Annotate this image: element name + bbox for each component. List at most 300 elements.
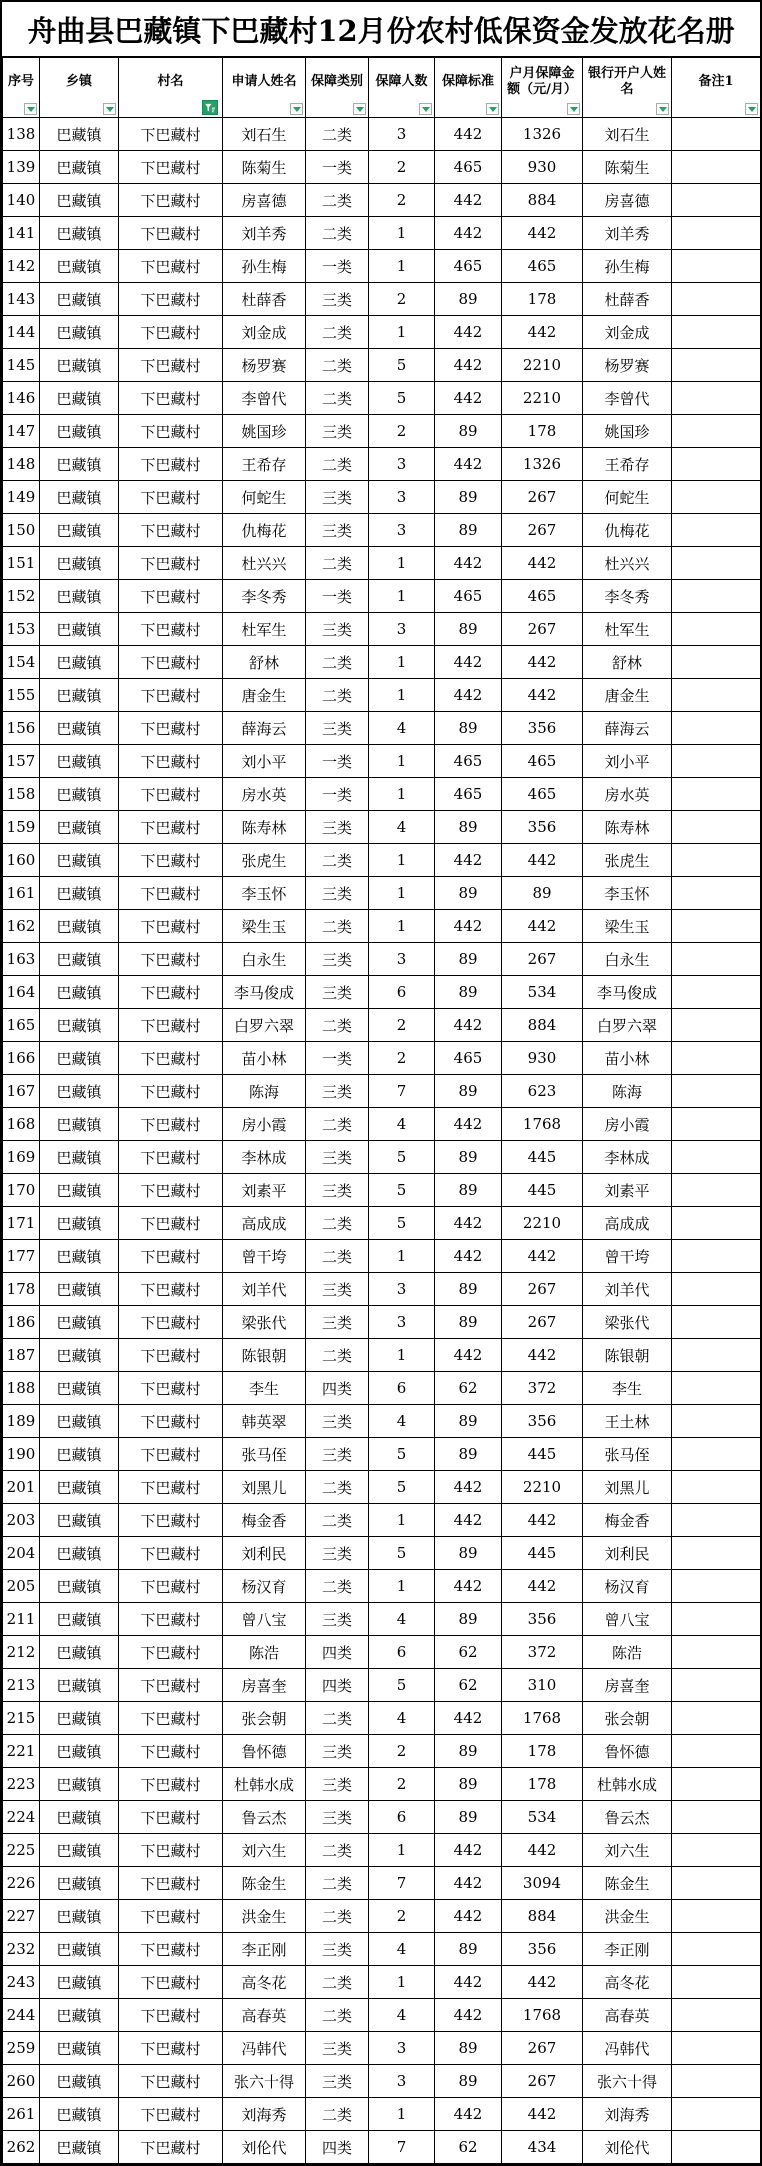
- cell-standard: 442: [435, 2098, 502, 2131]
- cell-applicant: 梅金香: [223, 1504, 306, 1537]
- cell-people: 1: [369, 1339, 435, 1372]
- cell-standard: 442: [435, 1867, 502, 1900]
- cell-remark: [672, 382, 761, 415]
- cell-township: 巴藏镇: [40, 316, 119, 349]
- cell-township: 巴藏镇: [40, 943, 119, 976]
- cell-amount: 267: [502, 2032, 583, 2065]
- cell-category: 二类: [306, 448, 369, 481]
- cell-village: 下巴藏村: [119, 448, 223, 481]
- cell-index: 186: [3, 1306, 40, 1339]
- chevron-down-icon: [27, 107, 35, 112]
- cell-applicant: 李冬秀: [223, 580, 306, 613]
- cell-remark: [672, 1768, 761, 1801]
- cell-applicant: 房小霞: [223, 1108, 306, 1141]
- cell-people: 3: [369, 2065, 435, 2098]
- cell-bank-holder: 陈寿林: [583, 811, 672, 844]
- cell-remark: [672, 1042, 761, 1075]
- cell-category: 二类: [306, 118, 369, 151]
- cell-category: 三类: [306, 1405, 369, 1438]
- cell-index: 159: [3, 811, 40, 844]
- cell-standard: 89: [435, 1075, 502, 1108]
- cell-category: 二类: [306, 382, 369, 415]
- cell-index: 148: [3, 448, 40, 481]
- column-label-village: 村名: [157, 74, 184, 90]
- cell-amount: 267: [502, 1306, 583, 1339]
- cell-amount: 3094: [502, 1867, 583, 1900]
- cell-remark: [672, 1735, 761, 1768]
- cell-applicant: 李马俊成: [223, 976, 306, 1009]
- cell-bank-holder: 梁生玉: [583, 910, 672, 943]
- cell-people: 4: [369, 1108, 435, 1141]
- cell-people: 3: [369, 2032, 435, 2065]
- cell-standard: 442: [435, 448, 502, 481]
- cell-people: 5: [369, 349, 435, 382]
- cell-people: 2: [369, 1768, 435, 1801]
- cell-standard: 442: [435, 1570, 502, 1603]
- cell-remark: [672, 1438, 761, 1471]
- cell-bank-holder: 姚国珍: [583, 415, 672, 448]
- filter-dropdown-button-applicant[interactable]: [290, 103, 303, 115]
- cell-remark: [672, 514, 761, 547]
- table-row: [3, 1900, 761, 1933]
- cell-bank-holder: 杜军生: [583, 613, 672, 646]
- cell-bank-holder: 刘素平: [583, 1174, 672, 1207]
- cell-bank-holder: 梅金香: [583, 1504, 672, 1537]
- cell-index: 165: [3, 1009, 40, 1042]
- cell-applicant: 刘伦代: [223, 2131, 306, 2164]
- cell-applicant: 洪金生: [223, 1900, 306, 1933]
- cell-amount: 2210: [502, 382, 583, 415]
- cell-township: 巴藏镇: [40, 1438, 119, 1471]
- cell-amount: 356: [502, 1603, 583, 1636]
- table-row: [3, 1108, 761, 1141]
- cell-category: 三类: [306, 1537, 369, 1570]
- header-row: [3, 58, 761, 118]
- cell-standard: 62: [435, 1372, 502, 1405]
- cell-amount: 267: [502, 481, 583, 514]
- cell-amount: 2210: [502, 349, 583, 382]
- filter-dropdown-button-remark[interactable]: [745, 103, 758, 115]
- cell-amount: 445: [502, 1141, 583, 1174]
- cell-remark: [672, 481, 761, 514]
- cell-category: 三类: [306, 1603, 369, 1636]
- cell-applicant: 李生: [223, 1372, 306, 1405]
- cell-category: 一类: [306, 580, 369, 613]
- table-row: [3, 349, 761, 382]
- cell-standard: 89: [435, 2032, 502, 2065]
- cell-standard: 62: [435, 2131, 502, 2164]
- cell-category: 二类: [306, 2098, 369, 2131]
- table-row: [3, 1405, 761, 1438]
- cell-village: 下巴藏村: [119, 2065, 223, 2098]
- column-header-applicant: [223, 58, 306, 118]
- cell-applicant: 杜军生: [223, 613, 306, 646]
- chevron-down-icon: [356, 107, 364, 112]
- cell-standard: 442: [435, 1966, 502, 1999]
- cell-category: 一类: [306, 745, 369, 778]
- cell-township: 巴藏镇: [40, 1306, 119, 1339]
- filter-dropdown-button-amount[interactable]: [567, 103, 580, 115]
- cell-township: 巴藏镇: [40, 1273, 119, 1306]
- cell-bank-holder: 舒林: [583, 646, 672, 679]
- cell-category: 三类: [306, 2065, 369, 2098]
- cell-township: 巴藏镇: [40, 1042, 119, 1075]
- cell-bank-holder: 张虎生: [583, 844, 672, 877]
- table-row: [3, 514, 761, 547]
- cell-amount: 442: [502, 646, 583, 679]
- cell-amount: 534: [502, 1801, 583, 1834]
- cell-bank-holder: 刘伦代: [583, 2131, 672, 2164]
- cell-amount: 267: [502, 2065, 583, 2098]
- cell-index: 232: [3, 1933, 40, 1966]
- cell-people: 7: [369, 2131, 435, 2164]
- column-header-category: [306, 58, 369, 118]
- cell-people: 1: [369, 679, 435, 712]
- cell-applicant: 苗小林: [223, 1042, 306, 1075]
- table-row: [3, 448, 761, 481]
- cell-amount: 930: [502, 1042, 583, 1075]
- cell-standard: 89: [435, 481, 502, 514]
- table-row: [3, 778, 761, 811]
- cell-township: 巴藏镇: [40, 1570, 119, 1603]
- cell-amount: 2210: [502, 1207, 583, 1240]
- cell-index: 223: [3, 1768, 40, 1801]
- cell-village: 下巴藏村: [119, 712, 223, 745]
- cell-remark: [672, 1174, 761, 1207]
- cell-remark: [672, 910, 761, 943]
- cell-amount: 442: [502, 1834, 583, 1867]
- cell-index: 259: [3, 2032, 40, 2065]
- cell-township: 巴藏镇: [40, 778, 119, 811]
- cell-standard: 442: [435, 1834, 502, 1867]
- cell-bank-holder: 杨汉育: [583, 1570, 672, 1603]
- cell-amount: 267: [502, 943, 583, 976]
- cell-standard: 442: [435, 1339, 502, 1372]
- cell-township: 巴藏镇: [40, 1108, 119, 1141]
- cell-township: 巴藏镇: [40, 217, 119, 250]
- cell-standard: 442: [435, 316, 502, 349]
- cell-remark: [672, 1009, 761, 1042]
- cell-people: 6: [369, 976, 435, 1009]
- cell-remark: [672, 1306, 761, 1339]
- cell-amount: 178: [502, 1768, 583, 1801]
- cell-index: 167: [3, 1075, 40, 1108]
- table-row: [3, 1933, 761, 1966]
- cell-township: 巴藏镇: [40, 1009, 119, 1042]
- cell-index: 177: [3, 1240, 40, 1273]
- cell-applicant: 杜韩水成: [223, 1768, 306, 1801]
- cell-applicant: 鲁怀德: [223, 1735, 306, 1768]
- cell-index: 150: [3, 514, 40, 547]
- cell-people: 3: [369, 613, 435, 646]
- cell-amount: 442: [502, 910, 583, 943]
- table-row: [3, 1834, 761, 1867]
- filter-dropdown-button-bank-holder[interactable]: [656, 103, 669, 115]
- cell-people: 2: [369, 1042, 435, 1075]
- cell-bank-holder: 梁张代: [583, 1306, 672, 1339]
- cell-category: 四类: [306, 1636, 369, 1669]
- cell-amount: 445: [502, 1537, 583, 1570]
- cell-category: 三类: [306, 1735, 369, 1768]
- table-row: [3, 316, 761, 349]
- cell-remark: [672, 1702, 761, 1735]
- cell-bank-holder: 陈菊生: [583, 151, 672, 184]
- cell-index: 163: [3, 943, 40, 976]
- cell-category: 二类: [306, 1009, 369, 1042]
- cell-township: 巴藏镇: [40, 712, 119, 745]
- cell-category: 二类: [306, 910, 369, 943]
- cell-category: 二类: [306, 1108, 369, 1141]
- cell-bank-holder: 李马俊成: [583, 976, 672, 1009]
- cell-amount: 356: [502, 1405, 583, 1438]
- table-row: [3, 1570, 761, 1603]
- cell-index: 244: [3, 1999, 40, 2032]
- cell-applicant: 舒林: [223, 646, 306, 679]
- cell-amount: 623: [502, 1075, 583, 1108]
- cell-applicant: 张会朝: [223, 1702, 306, 1735]
- cell-remark: [672, 349, 761, 382]
- table-row: [3, 2131, 761, 2164]
- cell-amount: 442: [502, 1240, 583, 1273]
- cell-amount: 356: [502, 712, 583, 745]
- cell-township: 巴藏镇: [40, 1834, 119, 1867]
- cell-standard: 442: [435, 1207, 502, 1240]
- table-row: [3, 646, 761, 679]
- cell-village: 下巴藏村: [119, 646, 223, 679]
- cell-index: 189: [3, 1405, 40, 1438]
- cell-category: 二类: [306, 349, 369, 382]
- cell-index: 204: [3, 1537, 40, 1570]
- cell-people: 4: [369, 1999, 435, 2032]
- cell-bank-holder: 高冬花: [583, 1966, 672, 1999]
- cell-applicant: 梁生玉: [223, 910, 306, 943]
- cell-amount: 267: [502, 514, 583, 547]
- filter-dropdown-button-standard[interactable]: [486, 103, 499, 115]
- cell-people: 1: [369, 250, 435, 283]
- cell-people: 2: [369, 184, 435, 217]
- cell-applicant: 冯韩代: [223, 2032, 306, 2065]
- chevron-down-icon: [489, 107, 497, 112]
- cell-village: 下巴藏村: [119, 1438, 223, 1471]
- cell-applicant: 唐金生: [223, 679, 306, 712]
- cell-applicant: 刘羊代: [223, 1273, 306, 1306]
- cell-bank-holder: 洪金生: [583, 1900, 672, 1933]
- cell-category: 三类: [306, 811, 369, 844]
- table-row: [3, 1504, 761, 1537]
- cell-amount: 372: [502, 1372, 583, 1405]
- cell-category: 三类: [306, 943, 369, 976]
- cell-applicant: 陈菊生: [223, 151, 306, 184]
- cell-people: 3: [369, 448, 435, 481]
- cell-index: 188: [3, 1372, 40, 1405]
- roster-table: [2, 57, 761, 2164]
- cell-people: 2: [369, 1735, 435, 1768]
- cell-village: 下巴藏村: [119, 1471, 223, 1504]
- chevron-down-icon: [106, 107, 114, 112]
- cell-people: 3: [369, 481, 435, 514]
- cell-village: 下巴藏村: [119, 316, 223, 349]
- table-row: [3, 679, 761, 712]
- cell-bank-holder: 刘羊秀: [583, 217, 672, 250]
- cell-amount: 442: [502, 679, 583, 712]
- filter-dropdown-button-category[interactable]: [353, 103, 366, 115]
- cell-people: 5: [369, 1537, 435, 1570]
- column-header-village: [119, 58, 223, 118]
- cell-standard: 442: [435, 382, 502, 415]
- cell-amount: 267: [502, 613, 583, 646]
- cell-bank-holder: 刘利民: [583, 1537, 672, 1570]
- cell-standard: 89: [435, 1735, 502, 1768]
- cell-township: 巴藏镇: [40, 1075, 119, 1108]
- filter-dropdown-button-township[interactable]: [103, 103, 116, 115]
- cell-township: 巴藏镇: [40, 184, 119, 217]
- cell-amount: 465: [502, 745, 583, 778]
- cell-people: 1: [369, 580, 435, 613]
- cell-remark: [672, 712, 761, 745]
- cell-standard: 89: [435, 283, 502, 316]
- cell-category: 二类: [306, 679, 369, 712]
- cell-applicant: 陈海: [223, 1075, 306, 1108]
- cell-township: 巴藏镇: [40, 1933, 119, 1966]
- table-row: [3, 1240, 761, 1273]
- cell-remark: [672, 2131, 761, 2164]
- cell-amount: 445: [502, 1438, 583, 1471]
- cell-applicant: 刘石生: [223, 118, 306, 151]
- filter-dropdown-button-people[interactable]: [419, 103, 432, 115]
- cell-village: 下巴藏村: [119, 1966, 223, 1999]
- cell-township: 巴藏镇: [40, 1999, 119, 2032]
- cell-bank-holder: 陈海: [583, 1075, 672, 1108]
- cell-bank-holder: 白罗六翠: [583, 1009, 672, 1042]
- cell-category: 三类: [306, 613, 369, 646]
- cell-amount: 534: [502, 976, 583, 1009]
- cell-remark: [672, 646, 761, 679]
- cell-standard: 89: [435, 1273, 502, 1306]
- cell-category: 一类: [306, 151, 369, 184]
- cell-standard: 465: [435, 250, 502, 283]
- cell-village: 下巴藏村: [119, 1372, 223, 1405]
- cell-index: 178: [3, 1273, 40, 1306]
- cell-bank-holder: 白永生: [583, 943, 672, 976]
- cell-bank-holder: 王希存: [583, 448, 672, 481]
- cell-standard: 465: [435, 151, 502, 184]
- table-row: [3, 2098, 761, 2131]
- cell-township: 巴藏镇: [40, 2131, 119, 2164]
- table-row: [3, 481, 761, 514]
- cell-village: 下巴藏村: [119, 1108, 223, 1141]
- table-row: [3, 1075, 761, 1108]
- cell-category: 三类: [306, 1768, 369, 1801]
- cell-township: 巴藏镇: [40, 646, 119, 679]
- cell-bank-holder: 苗小林: [583, 1042, 672, 1075]
- cell-standard: 89: [435, 613, 502, 646]
- cell-standard: 89: [435, 1141, 502, 1174]
- cell-village: 下巴藏村: [119, 1141, 223, 1174]
- column-label-amount: 户月保障金额（元/月）: [507, 66, 577, 97]
- cell-category: 二类: [306, 646, 369, 679]
- cell-village: 下巴藏村: [119, 1570, 223, 1603]
- cell-township: 巴藏镇: [40, 1240, 119, 1273]
- cell-category: 三类: [306, 1933, 369, 1966]
- filter-active-funnel-icon-village[interactable]: [202, 100, 218, 115]
- column-header-township: [40, 58, 119, 118]
- cell-bank-holder: 冯韩代: [583, 2032, 672, 2065]
- cell-category: 三类: [306, 283, 369, 316]
- cell-remark: [672, 613, 761, 646]
- cell-amount: 310: [502, 1669, 583, 1702]
- cell-village: 下巴藏村: [119, 250, 223, 283]
- cell-index: 142: [3, 250, 40, 283]
- cell-remark: [672, 1405, 761, 1438]
- cell-people: 1: [369, 1570, 435, 1603]
- cell-village: 下巴藏村: [119, 1867, 223, 1900]
- cell-people: 5: [369, 1174, 435, 1207]
- filter-dropdown-button-index[interactable]: [24, 103, 37, 115]
- cell-amount: 465: [502, 250, 583, 283]
- cell-township: 巴藏镇: [40, 877, 119, 910]
- cell-people: 2: [369, 283, 435, 316]
- cell-amount: 884: [502, 1009, 583, 1042]
- cell-township: 巴藏镇: [40, 1966, 119, 1999]
- table-row: [3, 1306, 761, 1339]
- cell-index: 143: [3, 283, 40, 316]
- cell-applicant: 李林成: [223, 1141, 306, 1174]
- cell-village: 下巴藏村: [119, 844, 223, 877]
- cell-people: 4: [369, 1702, 435, 1735]
- table-row: [3, 2032, 761, 2065]
- cell-applicant: 姚国珍: [223, 415, 306, 448]
- table-row: [3, 745, 761, 778]
- column-label-bank-holder: 银行开户人姓名: [587, 66, 666, 97]
- cell-village: 下巴藏村: [119, 745, 223, 778]
- cell-category: 二类: [306, 184, 369, 217]
- cell-index: 227: [3, 1900, 40, 1933]
- table-row: [3, 1471, 761, 1504]
- cell-remark: [672, 1372, 761, 1405]
- cell-amount: 442: [502, 547, 583, 580]
- cell-category: 四类: [306, 2131, 369, 2164]
- cell-category: 二类: [306, 1570, 369, 1603]
- table-row: [3, 910, 761, 943]
- cell-amount: 465: [502, 778, 583, 811]
- cell-applicant: 张虎生: [223, 844, 306, 877]
- cell-index: 145: [3, 349, 40, 382]
- cell-village: 下巴藏村: [119, 1702, 223, 1735]
- cell-village: 下巴藏村: [119, 976, 223, 1009]
- page-title: 舟曲县巴藏镇下巴藏村12月份农村低保资金发放花名册: [2, 2, 760, 57]
- cell-amount: 884: [502, 184, 583, 217]
- cell-people: 3: [369, 1306, 435, 1339]
- cell-bank-holder: 鲁怀德: [583, 1735, 672, 1768]
- cell-remark: [672, 1603, 761, 1636]
- cell-index: 146: [3, 382, 40, 415]
- cell-category: 三类: [306, 415, 369, 448]
- cell-applicant: 刘羊秀: [223, 217, 306, 250]
- cell-bank-holder: 刘石生: [583, 118, 672, 151]
- cell-township: 巴藏镇: [40, 745, 119, 778]
- cell-amount: 178: [502, 283, 583, 316]
- cell-applicant: 何蛇生: [223, 481, 306, 514]
- cell-standard: 89: [435, 1405, 502, 1438]
- cell-category: 四类: [306, 1372, 369, 1405]
- table-row: [3, 382, 761, 415]
- cell-bank-holder: 房喜德: [583, 184, 672, 217]
- cell-amount: 1326: [502, 118, 583, 151]
- cell-index: 215: [3, 1702, 40, 1735]
- cell-standard: 89: [435, 2065, 502, 2098]
- cell-index: 243: [3, 1966, 40, 1999]
- cell-amount: 1768: [502, 1108, 583, 1141]
